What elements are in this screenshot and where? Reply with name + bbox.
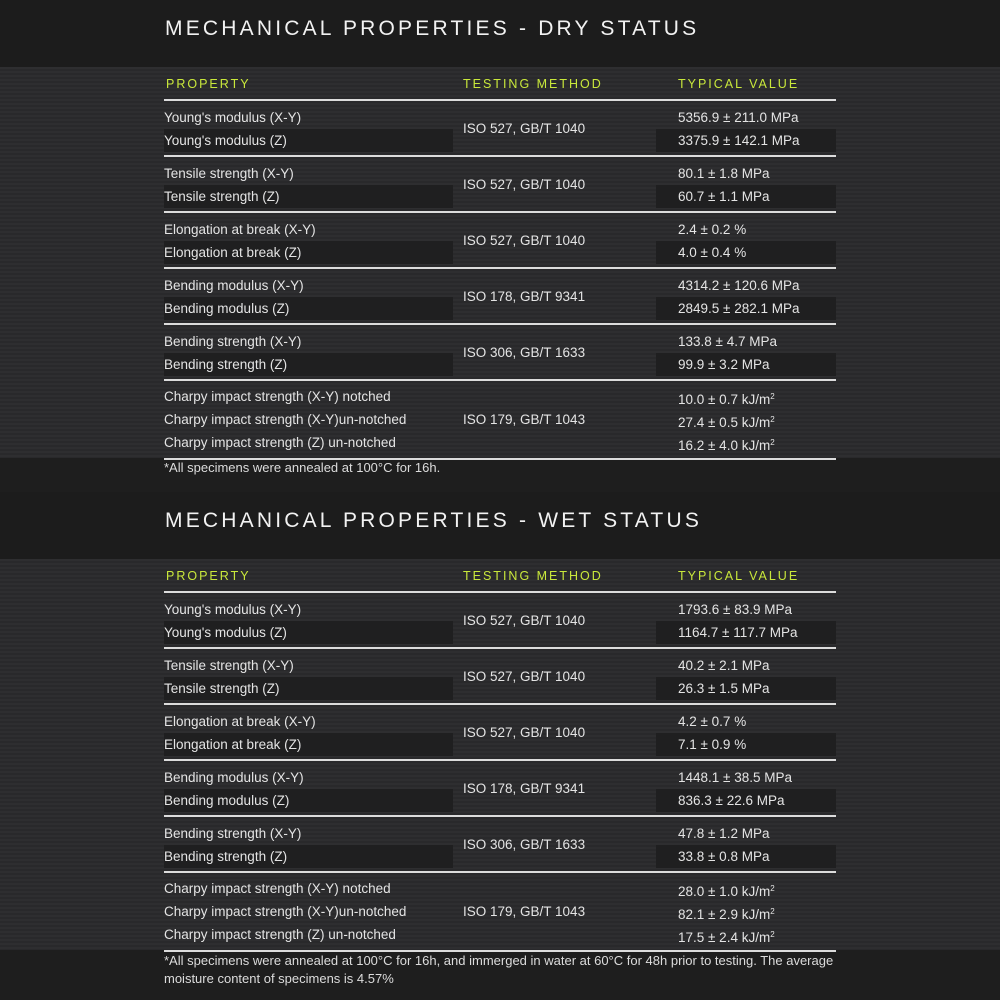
property-cell: Bending strength (X-Y) [164, 334, 302, 349]
value-text: 4.2 ± 0.7 % [678, 714, 747, 729]
value-text: 26.3 ± 1.5 MPa [678, 681, 770, 696]
testing-method-cell: ISO 527, GB/T 1040 [463, 176, 586, 192]
typical-value-cell [656, 923, 836, 946]
value-text: 16.2 ± 4.0 kJ/m [678, 438, 771, 453]
typical-value-cell [656, 789, 836, 812]
typical-value-cell [656, 385, 836, 408]
unit-superscript: 2 [770, 930, 775, 939]
value-text: 40.2 ± 2.1 MPa [678, 658, 770, 673]
property-cell: Charpy impact strength (Z) un-notched [164, 435, 396, 450]
property-group [164, 593, 836, 649]
property-cell: Bending strength (X-Y) [164, 826, 302, 841]
value-text: 1448.1 ± 38.5 MPa [678, 770, 792, 785]
dry-section-title: MECHANICAL PROPERTIES - DRY STATUS [165, 17, 700, 40]
header-typical-value: TYPICAL VALUE [678, 77, 800, 91]
typical-value-cell [656, 408, 836, 431]
typical-value-cell [656, 845, 836, 868]
typical-value-cell [656, 710, 836, 733]
property-group [164, 761, 836, 817]
header-testing-method: TESTING METHOD [463, 569, 603, 583]
header-testing-method: TESTING METHOD [463, 77, 603, 91]
unit-superscript: 2 [770, 884, 775, 893]
property-group [164, 873, 836, 952]
wet-title-band [0, 492, 1000, 559]
testing-method-cell: ISO 527, GB/T 1040 [463, 232, 586, 248]
value-text: 99.9 ± 3.2 MPa [678, 357, 770, 372]
property-cell: Tensile strength (Z) [164, 185, 453, 208]
property-cell: Bending modulus (Z) [164, 297, 453, 320]
value-text: 80.1 ± 1.8 MPa [678, 166, 770, 181]
typical-value-cell [656, 218, 836, 241]
typical-value-cell [656, 162, 836, 185]
wet-properties-table [164, 559, 836, 952]
dry-title-band [0, 0, 1000, 67]
value-text: 10.0 ± 0.7 kJ/m [678, 392, 771, 407]
typical-value-cell [656, 185, 836, 208]
property-group [164, 213, 836, 269]
value-text: 4.0 ± 0.4 % [678, 245, 747, 260]
testing-method-cell: ISO 306, GB/T 1633 [463, 344, 586, 360]
wet-footnote: *All specimens were annealed at 100°C for 16h, and immerged in water at 60°C for 48h prior to testing. The average moisture content of specimens is 4.57% [164, 953, 834, 986]
property-cell: Elongation at break (Z) [164, 241, 453, 264]
value-text: 28.0 ± 1.0 kJ/m [678, 884, 771, 899]
header-typical-value: TYPICAL VALUE [678, 569, 800, 583]
value-text: 60.7 ± 1.1 MPa [678, 189, 770, 204]
unit-superscript: 2 [770, 415, 775, 424]
testing-method-cell: ISO 527, GB/T 1040 [463, 120, 586, 136]
typical-value-cell [656, 106, 836, 129]
typical-value-cell [656, 353, 836, 376]
value-text: 5356.9 ± 211.0 MPa [678, 110, 799, 125]
testing-method-cell: ISO 178, GB/T 9341 [463, 780, 586, 796]
property-cell: Elongation at break (X-Y) [164, 222, 316, 237]
value-text: 47.8 ± 1.2 MPa [678, 826, 770, 841]
property-cell: Elongation at break (X-Y) [164, 714, 316, 729]
property-group [164, 649, 836, 705]
property-cell: Young's modulus (Z) [164, 621, 453, 644]
unit-superscript: 2 [770, 907, 775, 916]
value-text: 7.1 ± 0.9 % [678, 737, 747, 752]
dry-table-body [164, 101, 836, 460]
typical-value-cell [656, 297, 836, 320]
value-text: 3375.9 ± 142.1 MPa [678, 133, 800, 148]
property-group [164, 325, 836, 381]
value-text: 27.4 ± 0.5 kJ/m [678, 415, 771, 430]
value-text: 133.8 ± 4.7 MPa [678, 334, 777, 349]
property-group [164, 157, 836, 213]
testing-method-cell: ISO 179, GB/T 1043 [463, 904, 586, 919]
dry-properties-table [164, 67, 836, 460]
value-text: 836.3 ± 22.6 MPa [678, 793, 785, 808]
property-cell: Elongation at break (Z) [164, 733, 453, 756]
typical-value-cell [656, 129, 836, 152]
value-text: 1164.7 ± 117.7 MPa [678, 625, 798, 640]
wet-table-body [164, 593, 836, 952]
property-cell: Bending modulus (X-Y) [164, 770, 304, 785]
typical-value-cell [656, 733, 836, 756]
typical-value-cell [656, 900, 836, 923]
property-cell: Charpy impact strength (X-Y)un-notched [164, 904, 407, 919]
property-cell: Young's modulus (X-Y) [164, 602, 302, 617]
header-property: PROPERTY [166, 77, 251, 91]
unit-superscript: 2 [770, 392, 775, 401]
typical-value-cell [656, 621, 836, 644]
value-text: 17.5 ± 2.4 kJ/m [678, 930, 771, 945]
property-cell: Charpy impact strength (X-Y) notched [164, 389, 391, 404]
property-cell: Bending modulus (X-Y) [164, 278, 304, 293]
testing-method-cell: ISO 527, GB/T 1040 [463, 724, 586, 740]
value-text: 4314.2 ± 120.6 MPa [678, 278, 800, 293]
typical-value-cell [656, 241, 836, 264]
header-property: PROPERTY [166, 569, 251, 583]
testing-method-cell: ISO 178, GB/T 9341 [463, 288, 586, 304]
dry-table-band [0, 67, 1000, 458]
property-cell: Young's modulus (Z) [164, 129, 453, 152]
wet-section-title: MECHANICAL PROPERTIES - WET STATUS [165, 509, 703, 532]
value-text: 2849.5 ± 282.1 MPa [678, 301, 800, 316]
property-group [164, 817, 836, 873]
property-cell: Bending modulus (Z) [164, 789, 453, 812]
typical-value-cell [656, 330, 836, 353]
property-cell: Young's modulus (X-Y) [164, 110, 302, 125]
wet-table-band [0, 559, 1000, 950]
property-cell: Charpy impact strength (X-Y) notched [164, 881, 391, 896]
property-cell: Charpy impact strength (X-Y)un-notched [164, 412, 407, 427]
typical-value-cell [656, 877, 836, 900]
property-cell: Tensile strength (X-Y) [164, 166, 294, 181]
value-text: 2.4 ± 0.2 % [678, 222, 747, 237]
value-text: 33.8 ± 0.8 MPa [678, 849, 770, 864]
testing-method-cell: ISO 527, GB/T 1040 [463, 668, 586, 684]
typical-value-cell [656, 431, 836, 454]
typical-value-cell [656, 654, 836, 677]
property-group [164, 101, 836, 157]
property-group [164, 705, 836, 761]
property-cell: Bending strength (Z) [164, 845, 453, 868]
property-group [164, 381, 836, 460]
unit-superscript: 2 [770, 438, 775, 447]
value-text: 82.1 ± 2.9 kJ/m [678, 907, 771, 922]
typical-value-cell [656, 274, 836, 297]
property-group [164, 269, 836, 325]
typical-value-cell [656, 598, 836, 621]
property-cell: Tensile strength (Z) [164, 677, 453, 700]
testing-method-cell: ISO 306, GB/T 1633 [463, 836, 586, 852]
property-cell: Bending strength (Z) [164, 353, 453, 376]
dry-footnote: *All specimens were annealed at 100°C for 16h. [164, 460, 441, 475]
testing-method-cell: ISO 179, GB/T 1043 [463, 412, 586, 427]
value-text: 1793.6 ± 83.9 MPa [678, 602, 792, 617]
property-cell: Tensile strength (X-Y) [164, 658, 294, 673]
property-cell: Charpy impact strength (Z) un-notched [164, 927, 396, 942]
typical-value-cell [656, 822, 836, 845]
wet-table-header [164, 559, 836, 593]
dry-table-header [164, 67, 836, 101]
testing-method-cell: ISO 527, GB/T 1040 [463, 612, 586, 628]
typical-value-cell [656, 677, 836, 700]
typical-value-cell [656, 766, 836, 789]
